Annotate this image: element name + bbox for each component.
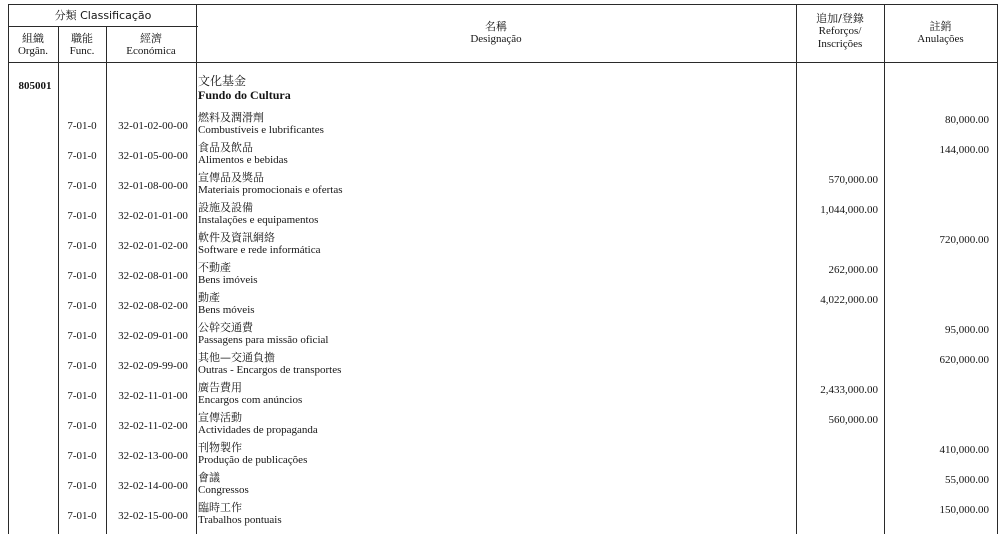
anulacoes-amount: 620,000.00 — [939, 354, 989, 366]
designation-header: 名稱 Designação — [470, 20, 522, 45]
func-code: 7-01-0 — [67, 240, 97, 252]
designation-pt: Produção de publicações — [198, 454, 308, 466]
designation-pt: Bens móveis — [198, 304, 255, 316]
table-top-border — [8, 4, 998, 5]
table-row — [8, 380, 998, 410]
designation-pt: Encargos com anúncios — [198, 394, 303, 406]
econ-code: 32-02-08-02-00 — [118, 300, 188, 312]
econ-code: 32-02-01-01-00 — [118, 210, 188, 222]
func-code: 7-01-0 — [67, 210, 97, 222]
table-row — [8, 230, 998, 260]
econ-code: 32-01-05-00-00 — [118, 150, 188, 162]
table-row — [8, 410, 998, 440]
econ-code: 32-01-02-00-00 — [118, 120, 188, 132]
designation-zh: 宣傳品及獎品 — [198, 171, 264, 184]
func-code: 7-01-0 — [67, 180, 97, 192]
econ-code: 32-02-11-01-00 — [118, 390, 188, 402]
designation-zh: 食品及飲品 — [198, 141, 253, 154]
designation-pt: Outras - Encargos de transportes — [198, 364, 342, 376]
designation-zh: 刊物製作 — [198, 441, 242, 454]
reforcos-amount: 570,000.00 — [828, 174, 878, 186]
designation-pt: Software e rede informática — [198, 244, 321, 256]
econ-code: 32-02-01-02-00 — [118, 240, 188, 252]
reforcos-amount: 262,000.00 — [828, 264, 878, 276]
func-code: 7-01-0 — [67, 120, 97, 132]
econ-header: 經濟 Económica — [126, 32, 176, 57]
table-row — [8, 350, 998, 380]
designation-zh: 臨時工作 — [198, 501, 242, 514]
func-code: 7-01-0 — [67, 390, 97, 402]
designation-zh: 動產 — [198, 291, 220, 304]
anulacoes-amount: 80,000.00 — [945, 114, 989, 126]
table-row — [8, 500, 998, 530]
table-row — [8, 290, 998, 320]
func-header: 職能 Func. — [69, 32, 95, 57]
func-code: 7-01-0 — [67, 510, 97, 522]
func-code: 7-01-0 — [67, 420, 97, 432]
func-code: 7-01-0 — [67, 300, 97, 312]
organ-code: 805001 — [18, 80, 52, 92]
func-code: 7-01-0 — [67, 150, 97, 162]
func-code: 7-01-0 — [67, 450, 97, 462]
table-row — [8, 440, 998, 470]
designation-zh: 軟件及資訊網絡 — [198, 231, 275, 244]
econ-code: 32-02-08-01-00 — [118, 270, 188, 282]
table-row — [8, 470, 998, 500]
table-row — [8, 140, 998, 170]
designation-pt: Combustíveis e lubrificantes — [198, 124, 324, 136]
header-bottom-border — [8, 62, 998, 63]
designation-zh: 其他—交通負擔 — [198, 351, 275, 364]
table-row — [8, 200, 998, 230]
designation-pt: Instalações e equipamentos — [198, 214, 319, 226]
designation-pt: Congressos — [198, 484, 249, 496]
func-code: 7-01-0 — [67, 330, 97, 342]
econ-code: 32-02-09-01-00 — [118, 330, 188, 342]
table-row — [8, 320, 998, 350]
designation-zh: 會議 — [198, 471, 220, 484]
classification-header: 分類 Classificação — [54, 9, 152, 22]
anulacoes-amount: 144,000.00 — [939, 144, 989, 156]
fund-name-zh: 文化基金 — [198, 74, 247, 88]
designation-pt: Trabalhos pontuais — [198, 514, 282, 526]
designation-zh: 設施及設備 — [198, 201, 253, 214]
designation-pt: Alimentos e bebidas — [198, 154, 288, 166]
classification-divider — [8, 26, 198, 27]
econ-code: 32-02-09-99-00 — [118, 360, 188, 372]
designation-zh: 燃料及潤滑劑 — [198, 111, 264, 124]
func-code: 7-01-0 — [67, 270, 97, 282]
econ-code: 32-02-15-00-00 — [118, 510, 188, 522]
designation-zh: 不動產 — [198, 261, 231, 274]
econ-code: 32-02-13-00-00 — [118, 450, 188, 462]
reforcos-amount: 560,000.00 — [828, 414, 878, 426]
econ-code: 32-02-11-02-00 — [118, 420, 188, 432]
reforcos-header: 追加/登錄 Reforços/ Inscrições — [816, 12, 864, 50]
organ-header: 組織 Orgân. — [17, 32, 49, 57]
reforcos-amount: 2,433,000.00 — [820, 384, 878, 396]
table-row — [8, 170, 998, 200]
anulacoes-header: 註銷 Anulações — [917, 20, 964, 45]
budget-table — [8, 4, 998, 534]
designation-zh: 公幹交通費 — [198, 321, 253, 334]
anulacoes-amount: 410,000.00 — [939, 444, 989, 456]
econ-code: 32-01-08-00-00 — [118, 180, 188, 192]
func-code: 7-01-0 — [67, 480, 97, 492]
anulacoes-amount: 55,000.00 — [945, 474, 989, 486]
designation-pt: Actividades de propaganda — [198, 424, 318, 436]
table-row — [8, 260, 998, 290]
table-row — [8, 110, 998, 140]
designation-pt: Materiais promocionais e ofertas — [198, 184, 343, 196]
reforcos-amount: 1,044,000.00 — [820, 204, 878, 216]
anulacoes-amount: 720,000.00 — [939, 234, 989, 246]
reforcos-amount: 4,022,000.00 — [820, 294, 878, 306]
designation-zh: 宣傳活動 — [198, 411, 242, 424]
designation-pt: Passagens para missão oficial — [198, 334, 329, 346]
func-code: 7-01-0 — [67, 360, 97, 372]
econ-code: 32-02-14-00-00 — [118, 480, 188, 492]
designation-pt: Bens imóveis — [198, 274, 258, 286]
fund-name-pt: Fundo do Cultura — [198, 88, 291, 102]
anulacoes-amount: 95,000.00 — [945, 324, 989, 336]
anulacoes-amount: 150,000.00 — [939, 504, 989, 516]
designation-zh: 廣告費用 — [198, 381, 242, 394]
